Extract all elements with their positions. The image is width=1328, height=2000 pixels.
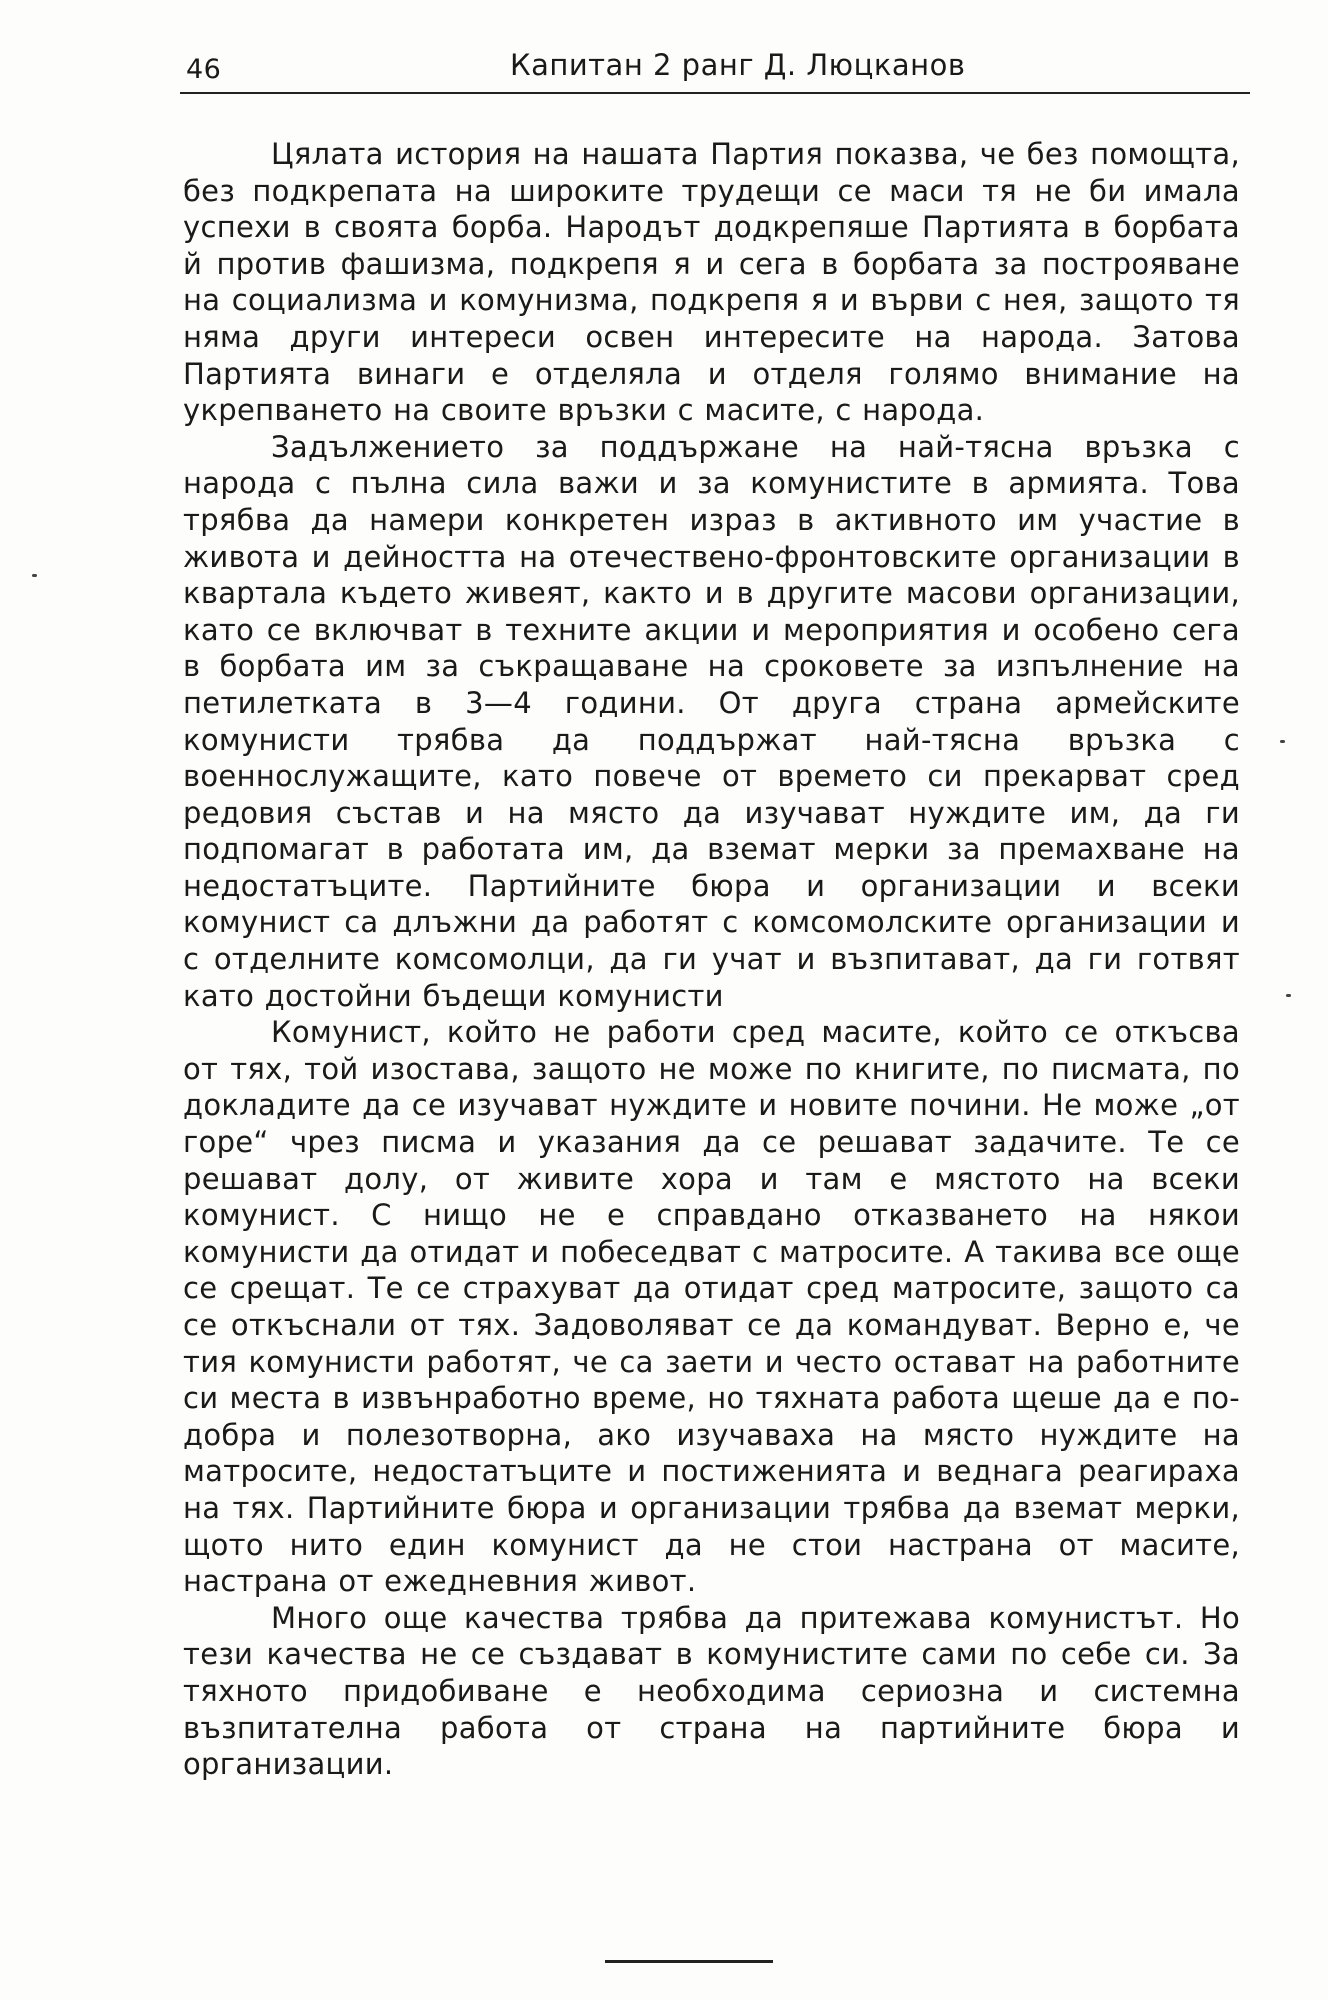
- paragraph: Цялата история на нашата Партия показва, че без помощта, без подкрепата на широките трудещи се маси тя не би имала успехи в своята борба. Народът додкрепяше Партията в борбата й против фашизма, подкрепя я и сега в борбата за построяване на социализма и комунизма, подкрепя я и върви с нея, защото тя няма други интереси освен интересите на народа. Затова Партията винаги е отделяла и отделя голямо внимание на укрепването на своите връзки с масите, с народа.: [183, 137, 1240, 428]
- page-header: [180, 48, 1250, 92]
- running-head: Капитан 2 ранг Д. Люцканов: [510, 48, 966, 82]
- header-rule: [180, 92, 1250, 94]
- scan-speck: [1280, 740, 1285, 743]
- page-number: 46: [186, 54, 222, 85]
- paragraph: Много още качества трябва да притежава комунистът. Но тези качества не се създават в комунистите сами по себе си. За тяхното придобиване е необходима сериозна и системна възпитателна работа от страна на партийните бюра и организации.: [183, 1600, 1240, 1782]
- paragraph: Комунист, който не работи сред масите, който се откъсва от тях, той изостава, защото не може по книгите, по писмата, по докладите да се изучават нуждите и новите почини. Не може „от горе“ чрез писма и указания да се решават задачите. Те се решават долу, от живите хора и там е мястото на всеки комунист. С нищо не е справдано отказването на някои комунисти да отидат и побеседват с матросите. А такива все още се срещат. Те се страхуват да отидат сред матросите, защото са се откъснали от тях. Задоволяват се да командуват. Верно е, че тия комунисти работят, че са заети и често остават на работните си места в извънработно време, но тяхната работа щеше да е по-добра и полезотворна, ако изучаваха на място нуждите на матросите, недостатъците и постиженията и веднага реагираха на тях. Партийните бюра и организации трябва да вземат мерки, щото нито един комунист да не стои настрана от масите, настрана от ежедневния живот.: [183, 1015, 1240, 1599]
- paragraph: Задължението за поддържане на най-тясна връзка с народа с пълна сила важи и за комунистите в армията. Това трябва да намери конкретен израз в активното им участие в живота и дейността на отечествено-фронтовските организации в квартала където живеят, както и в другите масови организации, като се включват в техните акции и мероприятия и особено сега в борбата им за съкращаване на сроковете за изпълнение на петилетката в 3—4 години. От друга страна армейските комунисти трябва да поддържат най-тясна връзка с военнослужащите, като повече от времето си прекарват сред редовия състав и на място да изучават нуждите им, да ги подпомагат в работата им, да вземат мерки за премахване на недостатъците. Партийните бюра и организации и всеки комунист са длъжни да работят с комсомолските организации и с отделните комсомолци, да ги учат и възпитават, да ги готвят като достойни бъдещи комунисти: [183, 429, 1240, 1013]
- end-rule: [605, 1960, 773, 1963]
- scan-speck: [32, 574, 37, 577]
- scan-speck: [1286, 994, 1291, 997]
- body-text: [183, 136, 1240, 1783]
